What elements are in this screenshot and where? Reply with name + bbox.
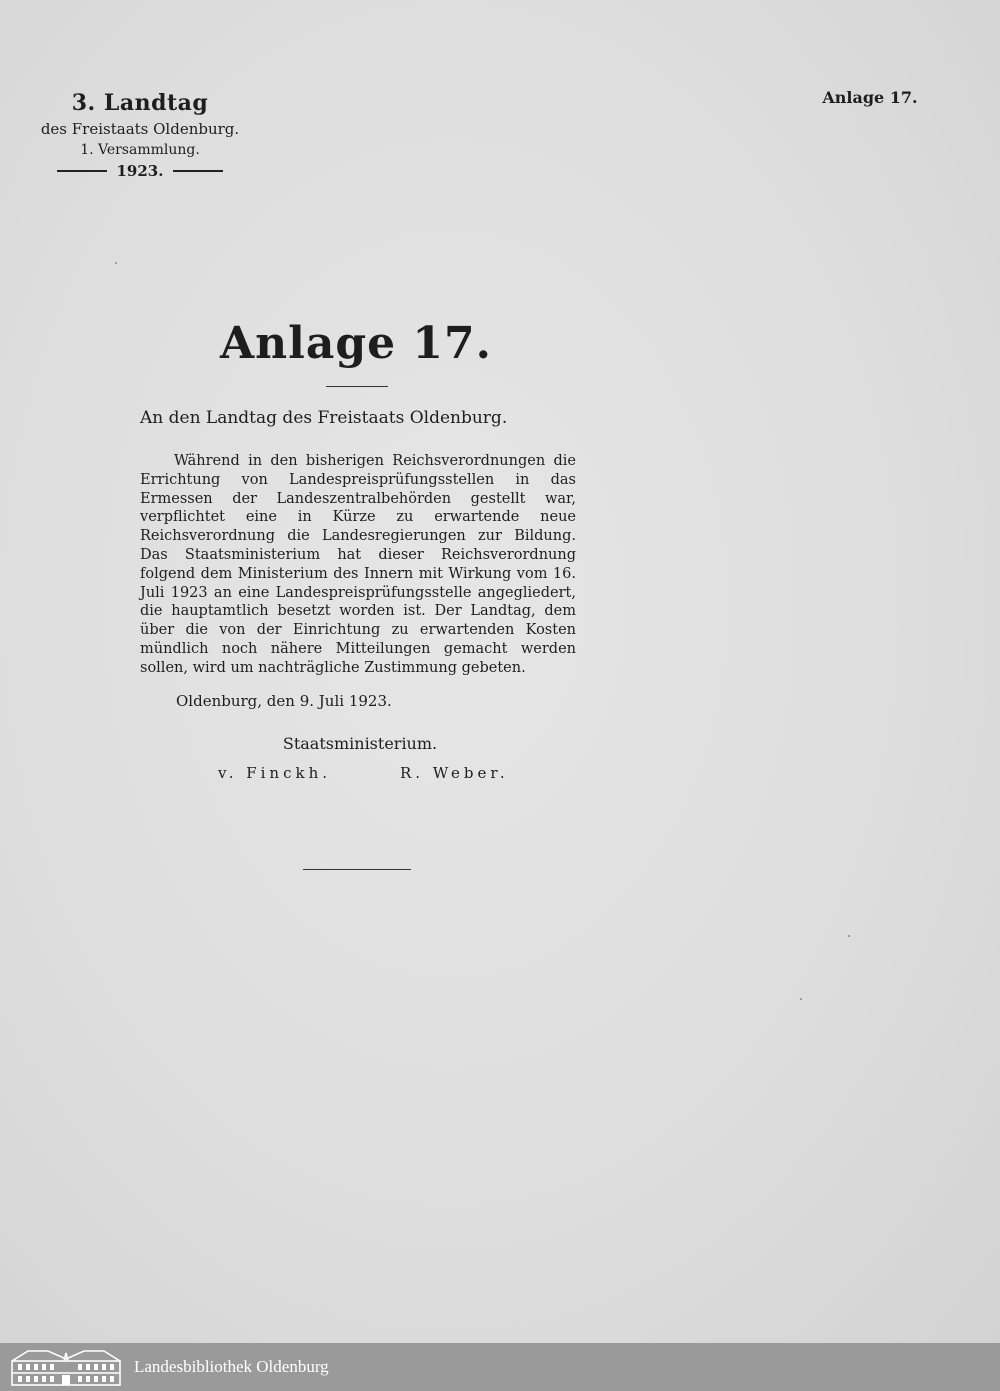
- running-header: Anlage 17.: [822, 88, 918, 107]
- paper-speck: [800, 998, 802, 1000]
- signer-finckh: v. Finckh.: [218, 764, 332, 782]
- footer-bar: [0, 1343, 1000, 1391]
- freistaat-line: des Freistaats Oldenburg.: [40, 120, 240, 138]
- year-row: [40, 162, 240, 180]
- year-rule-left: [57, 170, 107, 172]
- signer-weber: R. Weber.: [400, 764, 509, 782]
- year-rule-right: [173, 170, 223, 172]
- title-divider: [326, 386, 388, 387]
- body-paragraph: Während in den bisherigen Reichsverordnungen die Errichtung von Landespreisprüfungsstellen in das Ermessen der Landeszentralbehörden gestellt war, verpflichtet eine in Kürze zu erwartende neue Reichsverordnung die Landesregierungen zur Bildung. Das Staatsministerium hat dieser Reichsverordnung folgend dem Ministerium des Innern mit Wirkung vom 16. Juli 1923 an eine Landespreisprüfungsstelle angegliedert, die hauptamtlich besetzt worden ist. Der Landtag, dem über die von der Einrichtung zu erwartenden Kosten mündlich noch nähere Mitteilungen gemacht werden sollen, wird um nachträgliche Zustimmung gebeten.: [140, 453, 576, 676]
- library-building-icon: [8, 1347, 124, 1387]
- end-divider: [303, 869, 411, 870]
- paper-speck: [115, 262, 117, 264]
- page-title: Anlage 17.: [220, 318, 492, 369]
- library-name: Landesbibliothek Oldenburg: [134, 1357, 329, 1376]
- dateline: Oldenburg, den 9. Juli 1923.: [176, 692, 392, 710]
- landtag-heading: 3. Landtag: [71, 90, 209, 116]
- address-line: An den Landtag des Freistaats Oldenburg.: [140, 408, 508, 428]
- paper-speck: [848, 935, 850, 937]
- year-label: 1923.: [116, 162, 164, 180]
- versammlung-line: 1. Versammlung.: [80, 142, 200, 158]
- header-left-block: [40, 90, 240, 180]
- ministry-signature-heading: Staatsministerium.: [282, 734, 438, 753]
